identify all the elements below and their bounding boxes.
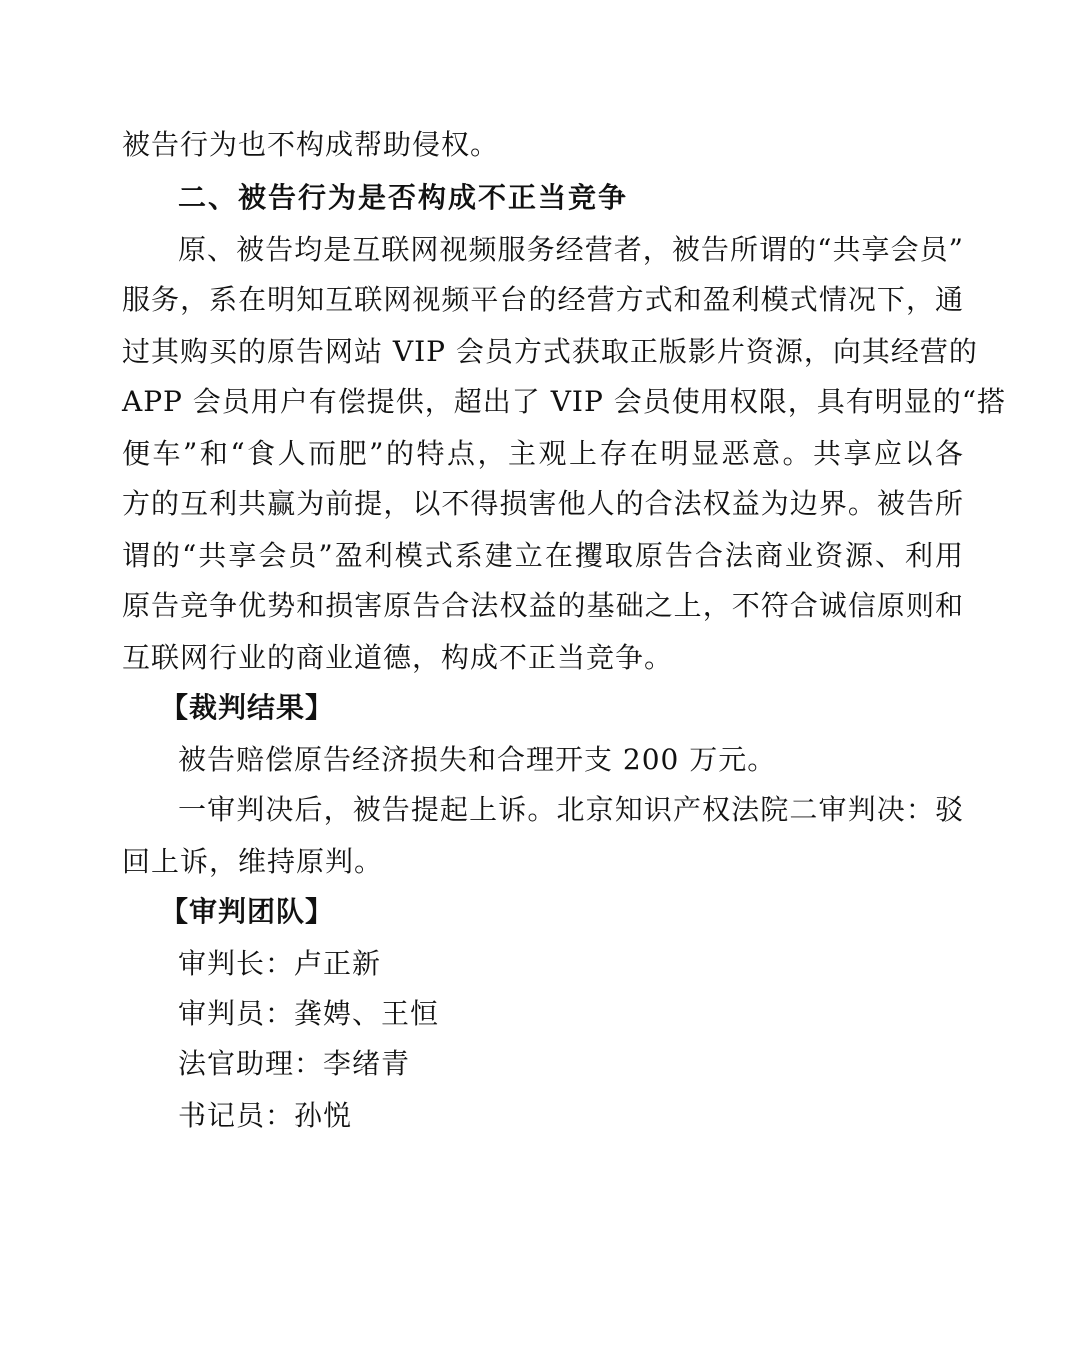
paragraph-line: APP 会员用户有偿提供，超出了 VIP 会员使用权限，具有明显的“搭	[122, 385, 1007, 418]
paragraph-line: 过其购买的原告网站 VIP 会员方式获取正版影片资源，向其经营的	[122, 335, 978, 368]
section2-heading: 二、被告行为是否构成不正当竞争	[178, 181, 629, 214]
paragraph-line: 方的互利共赢为前提，以不得损害他人的合法权益为边界。被告所	[122, 487, 964, 520]
paragraph-line: 谓的“共享会员”盈利模式系建立在攫取原告合法商业资源、利用	[122, 539, 964, 572]
team-member: 法官助理：李绪青	[178, 1047, 411, 1080]
judgment-line: 被告赔偿原告经济损失和合理开支 200 万元。	[178, 743, 777, 776]
team-member: 书记员：孙悦	[178, 1099, 353, 1132]
paragraph-line: 便车”和“食人而肥”的特点，主观上存在明显恶意。共享应以各	[122, 437, 964, 470]
paragraph-line: 服务，系在明知互联网视频平台的经营方式和盈利模式情况下，通	[122, 283, 964, 316]
team-member: 审判长：卢正新	[178, 947, 382, 980]
team-heading: 【审判团队】	[160, 895, 335, 928]
intro-line: 被告行为也不构成帮助侵权。	[122, 128, 500, 161]
judgment-line: 一审判决后，被告提起上诉。北京知识产权法院二审判决：驳	[178, 793, 964, 826]
paragraph-line: 原、被告均是互联网视频服务经营者，被告所谓的“共享会员”	[178, 233, 964, 266]
judgment-heading: 【裁判结果】	[160, 691, 335, 724]
judgment-line: 回上诉，维持原判。	[122, 845, 384, 878]
team-member: 审判员：龚娉、王恒	[178, 997, 440, 1030]
paragraph-line: 原告竞争优势和损害原告合法权益的基础之上，不符合诚信原则和	[122, 589, 964, 622]
paragraph-line: 互联网行业的商业道德，构成不正当竞争。	[122, 641, 674, 674]
